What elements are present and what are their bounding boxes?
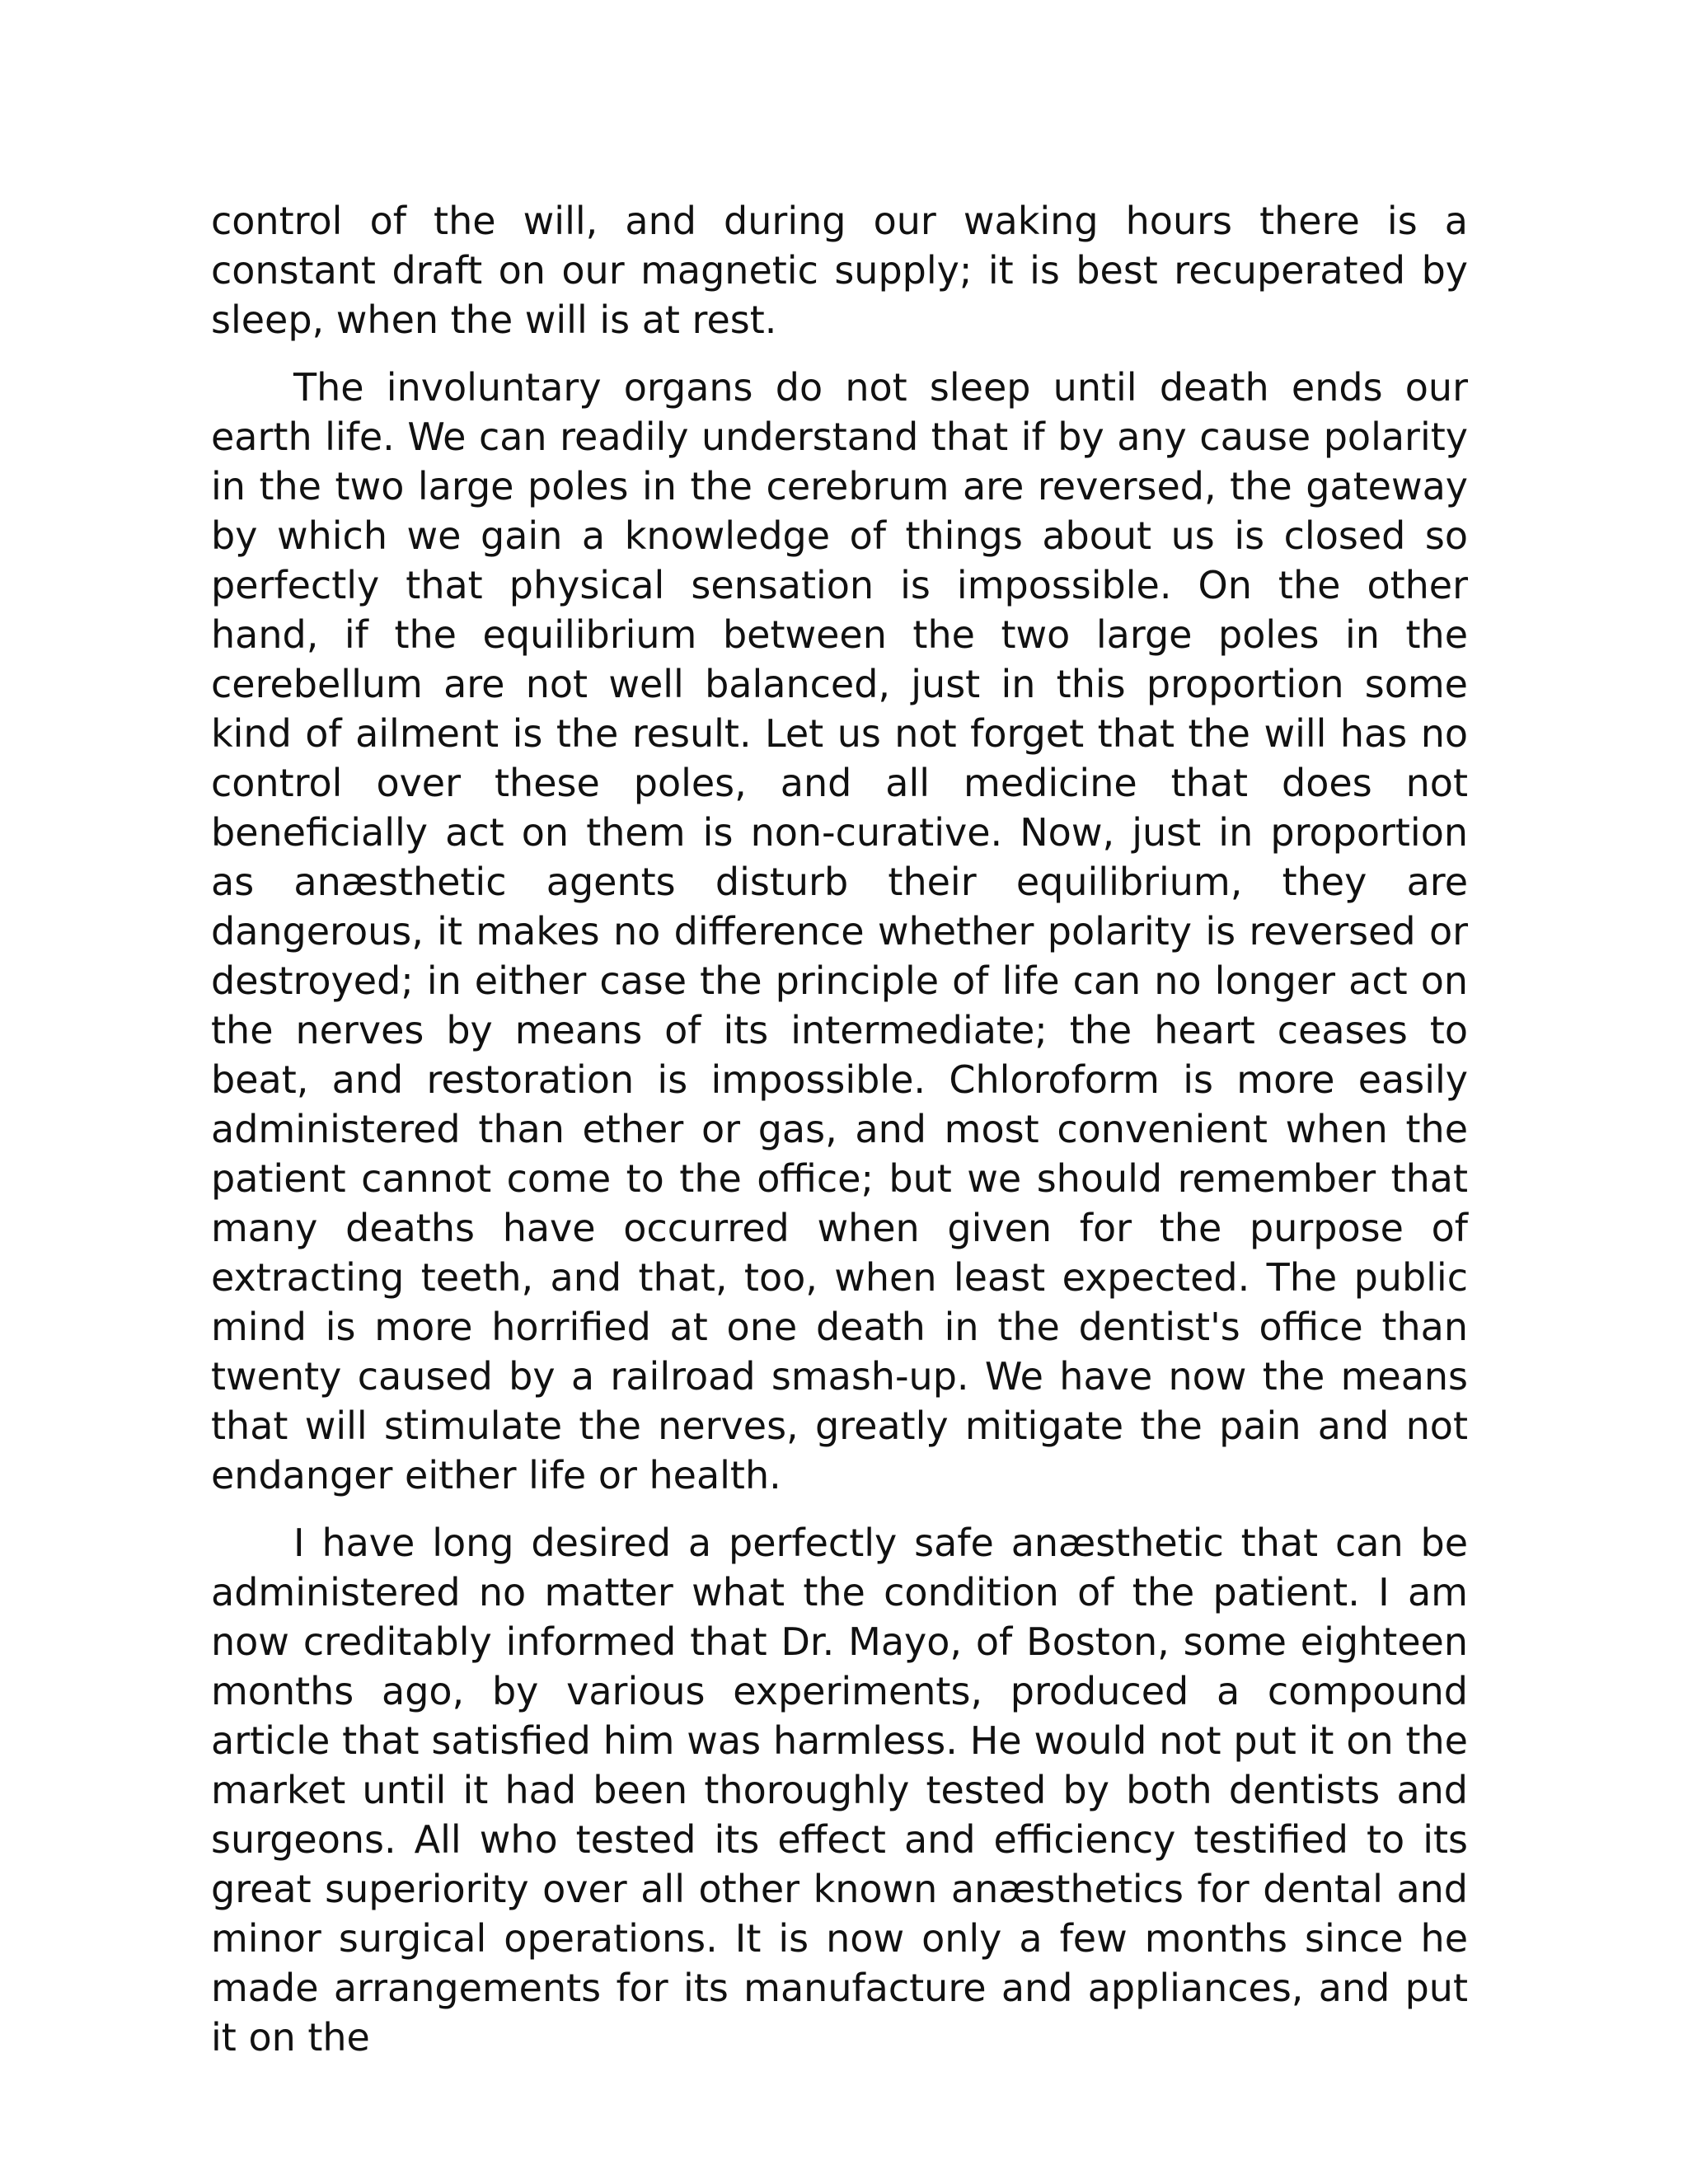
body-text bbox=[211, 196, 1468, 2080]
paragraph-1: control of the will, and during our waking hours there is a constant draft on our magnetic supply; it is best recuperated by sleep, when the will is at rest. bbox=[211, 199, 1468, 342]
paragraph-3: I have long desired a perfectly safe anæsthetic that can be administered no matter what the condition of the patient. I am now creditably informed that Dr. Mayo, of Boston, some eighteen months ago, by various experiments, produced a compound article that satisfied him was harmless. He would not put it on the market until it had been thoroughly tested by both dentists and surgeons. All who tested its effect and efficiency testified to its great superiority over all other known anæsthetics for dental and minor surgical operations. It is now only a few months since he made arrangements for its manufacture and appliances, and put it on the bbox=[211, 1521, 1468, 2060]
paragraph-2: The involuntary organs do not sleep until death ends our earth life. We can readily understand that if by any cause polarity in the two large poles in the cerebrum are reversed, the gateway by which we gain a knowledge of things about us is closed so perfectly that physical sensation is impossible. On the other hand, if the equilibrium between the two large poles in the cerebellum are not well balanced, just in this proportion some kind of ailment is the result. Let us not forget that the will has no control over these poles, and all medicine that does not beneficially act on them is non-curative. Now, just in proportion as anæsthetic agents disturb their equilibrium, they are dangerous, it makes no difference whether polarity is reversed or destroyed; in either case the principle of life can no longer act on the nerves by means of its intermediate; the heart ceases to beat, and restoration is impossible. Chloroform is more easily administered than ether or gas, and most convenient when the patient cannot come to the office; but we should remember that many deaths have occurred when given for the purpose of extracting teeth, and that, too, when least expected. The public mind is more horrified at one death in the dentist's office than twenty caused by a railroad smash-up. We have now the means that will stimulate the nerves, greatly mitigate the pain and not endanger either life or health. bbox=[211, 365, 1468, 1497]
